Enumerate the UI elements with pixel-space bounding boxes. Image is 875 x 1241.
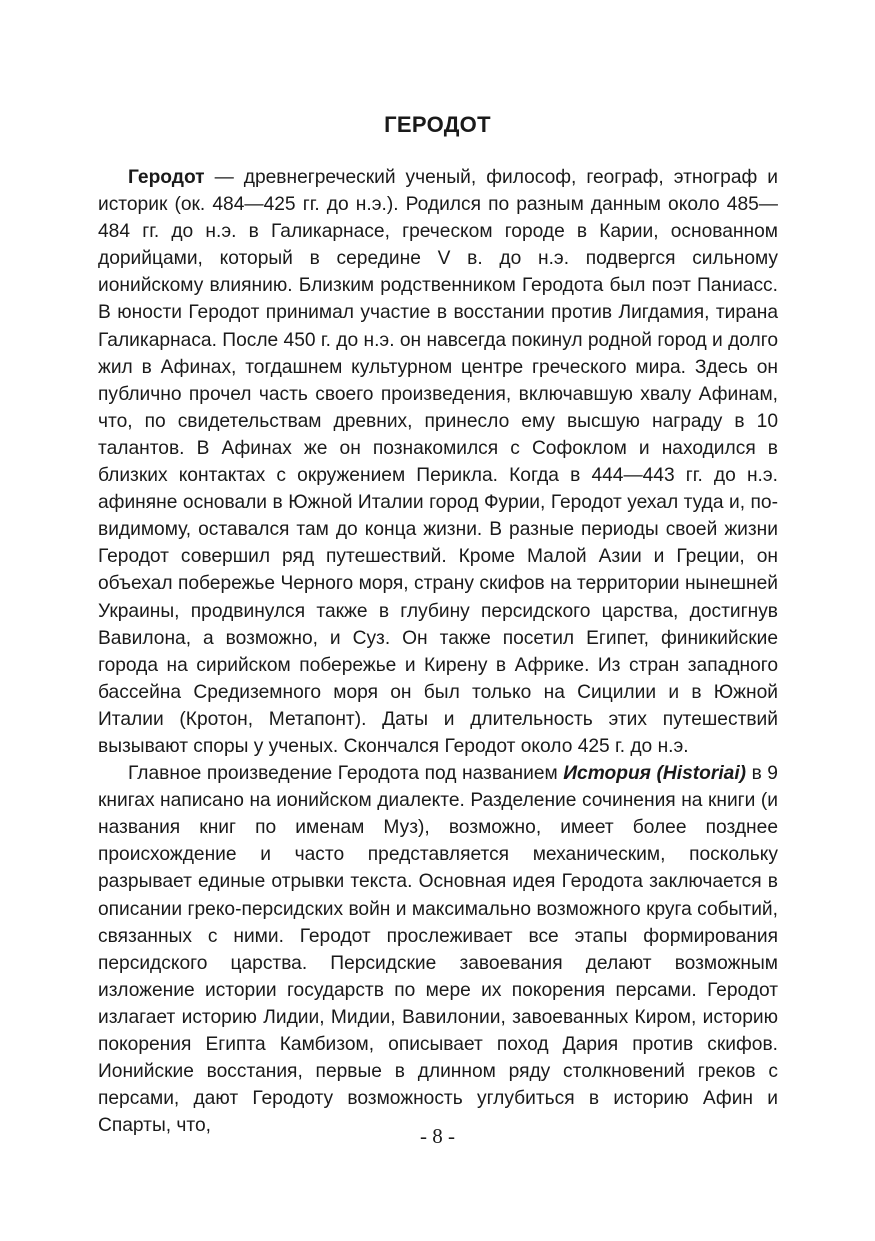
page-number: - 8 -: [420, 1124, 455, 1148]
paragraph-2: [98, 760, 778, 1139]
paragraph-1: [98, 164, 778, 760]
body-text: [98, 164, 778, 1139]
paragraph-2-after: в 9 книгах написано на ионийском диалекте. Разделение сочинения на книги (и названия книг по именам Муз), возможно, имеет более позднее происхождение и часто представляется механическим, поскольку разрывает единые отрывки текста. Основная идея Геродота заключается в описании греко-персидских войн и максимально возможного круга событий, связанных с ними. Геродот прослеживает все этапы формирования персидского царства. Персидские завоевания делают возможным изложение истории государств по мере их покорения персами. Геродот излагает историю Лидии, Мидии, Вавилонии, завоеванных Киром, историю покорения Египта Камбизом, описывает поход Дария против скифов. Ионийские восстания, первые в длинном ряду столкновений греков с персами, дают Геродоту возможность углубиться в историю Афин и Спарты, что,: [98, 763, 778, 1137]
paragraph-2-before: Главное произведение Геродота под названием: [128, 763, 564, 785]
paragraph-2-emphasis: История (Historiai): [563, 763, 747, 785]
paragraph-1-lead: Геродот: [128, 167, 205, 188]
paragraph-1-text: — древнегреческий ученый, философ, географ, этнограф и историк (ок. 484—425 гг. до н.э.). Родился по разным данным около 485—484 гг. до н.э. в Галикарнасе, греческом городе в Карии, основанном дорийцами, который в середине V в. до н.э. подвергся сильному ионийскому влиянию. Близким родственником Геродота был поэт Паниасс. В юности Геродот принимал участие в восстании против Лигдамия, тирана Галикарнаса. После 450 г. до н.э. он навсегда покинул родной город и долго жил в Афинах, тогдашнем культурном центре греческого мира. Здесь он публично прочел часть своего произведения, включавшую хвалу Афинам, что, по свидетельствам древних, принесло ему высшую награду в 10 талантов. В Афинах же он познакомился с Софоклом и находился в близких контактах с окружением Перикла. Когда в 444—443 гг. до н.э. афиняне основали в Южной Италии город Фурии, Геродот уехал туда и, по-видимому, оставался там до конца жизни. В разные периоды своей жизни Геродот совершил ряд путешествий. Кроме Малой Азии и Греции, он объехал побережье Черного моря, страну скифов на территории нынешней Украины, продвинулся также в глубину персидского царства, достигнув Вавилона, а возможно, и Суз. Он также посетил Египет, финикийские города на сирийском побережье и Кирену в Африке. Из стран западного бассейна Средиземного моря он был только на Сицилии и в Южной Италии (Кротон, Метапонт). Даты и длительность этих путешествий вызывают споры у ученых. Скончался Геродот около 425 г. до н.э.: [98, 167, 778, 757]
chapter-title: ГЕРОДОТ: [384, 112, 491, 137]
